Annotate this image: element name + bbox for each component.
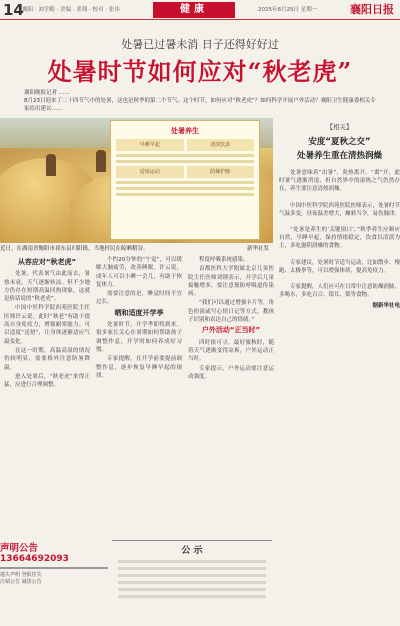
editor-credits: 襄阳 · 刘学勤 · 美编 · 邓翔 · 校对 · 张伟 — [22, 7, 120, 13]
sidebar-paragraph: 专家建议，处暑时节适当运动，比如散步、慢跑、太极拳等，可以增强体质，提高免疫力。 — [279, 259, 400, 274]
paragraph: 处暑时节，开学季即将到来。很多家长关心在暑期如何帮助孩子调整作息，开学时如何养成好习惯。 — [96, 322, 182, 353]
paragraph: 处暑，代表暑气由此而去，暑热未衰，天气逐渐转凉。但不少地方仍存在短期高温回热现象，这就是俗话说的“秋老虎”。 — [4, 271, 90, 303]
photo-credit: 新华社发 — [246, 246, 269, 252]
sidebar-title[interactable]: 安度“夏秋之交” — [308, 137, 371, 147]
ad-row: 遗失声明 登报挂失 — [0, 572, 42, 578]
paragraph: 需要注意的是，睡觉时间不宜过长。 — [96, 291, 182, 306]
sidebar-paragraph: 处暑意味着“出暑”，炎热离开。“离”开，此时暑气逐渐消退，但自然界中的湿热之气仍然存在，养生要注意清热润燥。 — [279, 170, 400, 193]
infobox-cell: 清淡饮食 — [187, 139, 255, 151]
ad-phone[interactable]: 13664692093 — [0, 554, 69, 564]
farmer-figure — [96, 150, 106, 172]
public-notice — [112, 540, 272, 626]
article-column-3 — [188, 256, 274, 382]
photo-caption — [0, 244, 273, 252]
article-headline[interactable]: 处暑时节如何应对“秋老虎” — [47, 57, 353, 86]
article-subhead: 处暑已过暑未消 日子还得好好过 — [121, 38, 279, 51]
sidebar-paragraph: 中国中医科学院西苑医院医师表示，处暑时节气温多变，昼夜温差增大，燥邪当令，易伤肺津。 — [279, 202, 400, 217]
classified-ad[interactable] — [0, 540, 108, 626]
sidebar-tag: 【相关】 — [326, 123, 353, 131]
infobox-cell: 适度运动 — [116, 166, 184, 178]
ad-row: 注销公告 减资公告 — [0, 579, 42, 585]
column-heading: 晒和适度开学季 — [114, 308, 164, 317]
column-heading: 从容应对“秋老虎” — [17, 258, 77, 266]
paragraph: 程度呼吸系统感染。 — [199, 257, 249, 263]
paragraph: 专家提示，户外运动要注意运动强度。 — [188, 365, 274, 380]
paragraph: 个约20分钟的“午觉”，可以缓解大脑疲劳，改善睡眠。许云说，成年人可以小睡一会儿，有助于恢复体力。 — [96, 257, 182, 288]
notice-title: 公 示 — [181, 546, 203, 556]
sidebar-subtitle: 处暑养生重在清热润燥 — [296, 151, 382, 161]
infographic-box — [110, 120, 260, 240]
page-number: 14 — [3, 1, 24, 19]
infobox-title: 处暑养生 — [171, 127, 199, 135]
paragraph: 四时依可寻，最好旅秋时，随着天气逐渐变得凉爽，户外运动正当时。 — [188, 339, 274, 363]
paragraph: 在这一时期，高温高湿的情况仍较明显，需要格外注意防暑降温。 — [4, 347, 90, 371]
section-tab[interactable]: 健康 — [153, 2, 235, 18]
paragraph: 中国中医科学院西苑医院主任医师许云说，此时“秋老”有助于提高自身免疫力，增强耐寒能力。可以适度“送捂”，让身体逐渐适应气温变化。 — [4, 305, 90, 345]
article-column-2 — [96, 256, 182, 381]
article-column-1 — [4, 256, 90, 390]
page-header — [0, 0, 400, 20]
sidebar-paragraph: “处暑是养生的‘关键窗口’。”秋季养生应顺应自然，早睡早起，保持情绪稳定，饮食以清淡为主，多吃滋阴润燥的食物。 — [279, 227, 400, 250]
ad-title: 声明公告 — [0, 543, 39, 554]
paragraph: 进入处暑后，“秋老虎”来得正猛，应进行合理调整。 — [4, 373, 90, 389]
newspaper-logo: 襄阳日报 — [350, 3, 394, 16]
paragraph: “我们可以通过增强卡片等，角色扮演或写心情日记等方式，教孩子识别和表达自己的情绪。” — [188, 300, 274, 324]
issue-date: 2025年8月25日 星期一 — [258, 7, 318, 13]
infobox-cell: 防燥护肺 — [187, 166, 255, 178]
column-heading: 户外活动“正当时” — [201, 326, 261, 335]
sidebar-paragraph: 专家提醒，人们应可在日常中注意防燥润肺，多喝水，多吃百合、银耳、梨等食物。 — [279, 284, 400, 299]
sidebar-source: 据新华社电 — [372, 303, 400, 310]
paragraph: 首都医科大学附属北京儿童医院主任医师刘钢表示，开学后儿童接触增多，要注意预防呼吸道传染病。 — [188, 266, 274, 298]
article-byline: 襄阳晚报记者 …… — [24, 90, 70, 96]
paragraph: 专家提醒，在开学前要提前调整作息，逐步恢复早睡早起的规律。 — [96, 356, 182, 379]
caption-text: 近日，在湖南省衡阳市祁东县归阳镇，当地村民在晾晒稻谷。 — [0, 246, 149, 252]
farmer-figure — [46, 154, 56, 176]
article-lead: 8月23日迎来了二十四节气中的处暑，这也是秋季的第二个节气。这个时节，如何应对“秋老虎”？如何科学开展户外活动？襄阳卫生健康委相关专家给出建议…… — [24, 98, 376, 112]
infobox-cell: 早睡早起 — [116, 139, 184, 151]
related-sidebar — [279, 118, 400, 616]
